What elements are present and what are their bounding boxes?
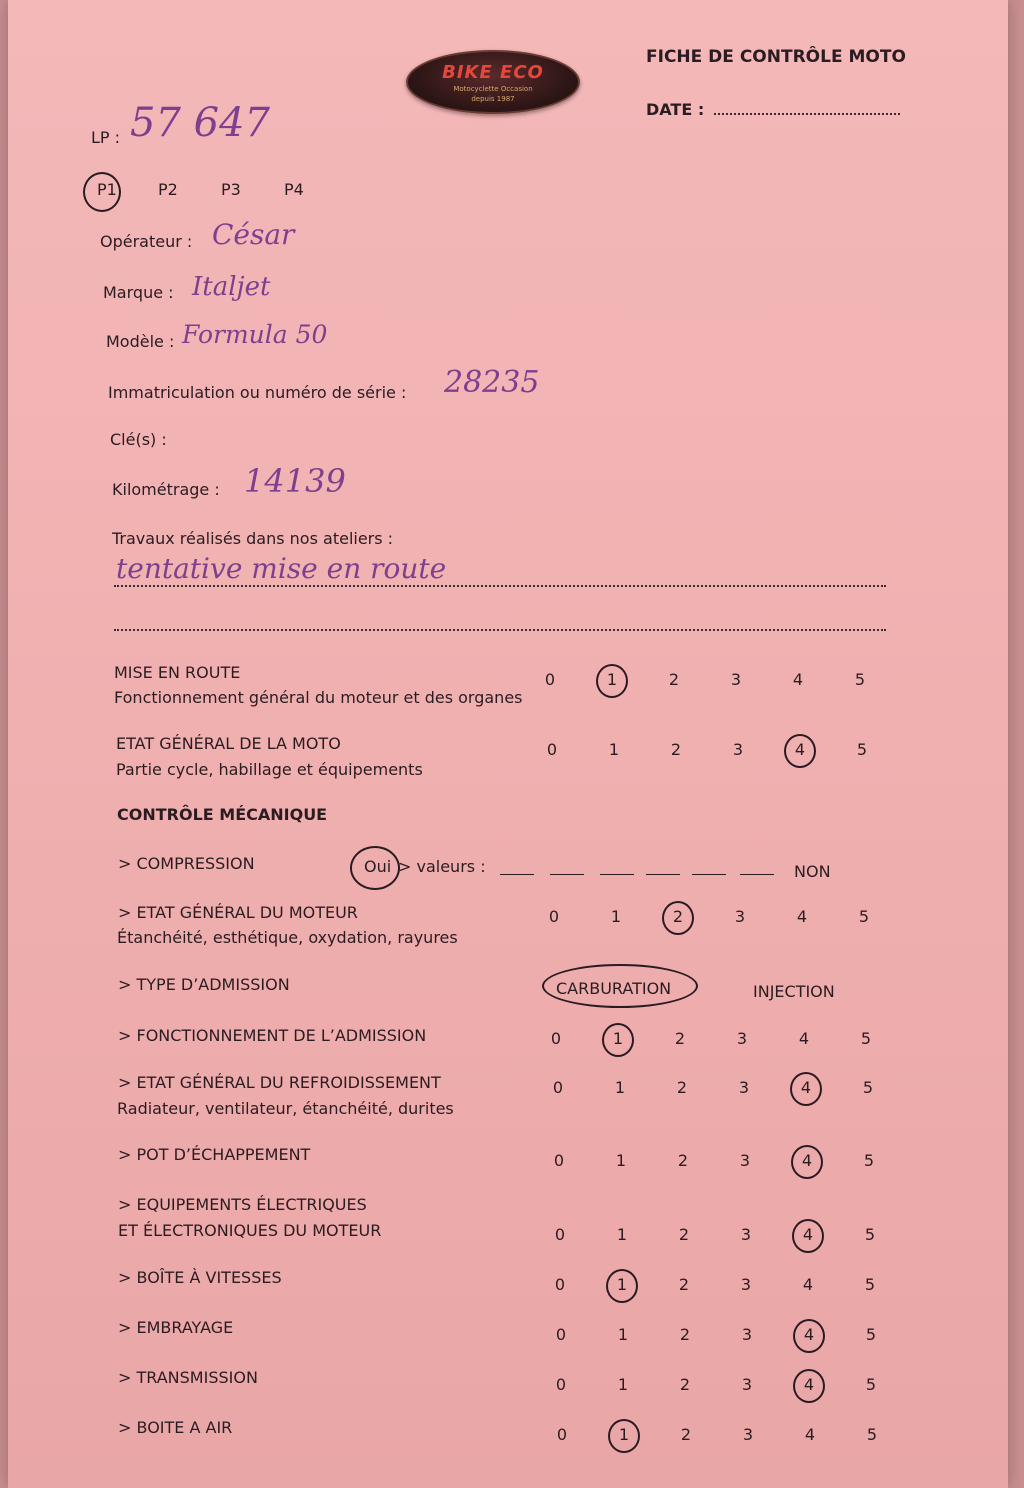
selection-circle xyxy=(793,1369,825,1403)
control-sheet xyxy=(8,0,1008,1488)
pot-label: > POT D’ÉCHAPPEMENT xyxy=(118,1145,311,1164)
travaux-value[interactable]: tentative mise en route xyxy=(116,552,447,585)
compression-non[interactable]: NON xyxy=(794,862,831,881)
etat-moto-sub: Partie cycle, habillage et équipements xyxy=(116,760,423,779)
etat-moteur-sub: Étanchéité, esthétique, oxydation, rayures xyxy=(117,928,458,947)
selection-circle xyxy=(602,1023,634,1057)
score-option[interactable]: 4 xyxy=(803,1375,815,1394)
score-option[interactable]: 1 xyxy=(616,1275,628,1294)
position-p3[interactable]: P3 xyxy=(221,180,241,199)
travaux-line-2 xyxy=(114,629,886,631)
score-option[interactable]: 0 xyxy=(555,1375,567,1394)
embrayage-label: > EMBRAYAGE xyxy=(118,1318,234,1337)
score-option[interactable]: 3 xyxy=(730,670,742,689)
score-option[interactable]: 1 xyxy=(616,1225,628,1244)
score-option[interactable]: 4 xyxy=(802,1275,814,1294)
score-option[interactable]: 4 xyxy=(794,740,806,759)
score-option[interactable]: 0 xyxy=(546,740,558,759)
km-value[interactable]: 14139 xyxy=(244,462,346,500)
date-label: DATE : xyxy=(646,100,705,119)
logo-since: depuis 1987 xyxy=(471,95,515,103)
selection-circle xyxy=(791,1145,823,1179)
score-option[interactable]: 1 xyxy=(617,1375,629,1394)
score-option[interactable]: 0 xyxy=(554,1275,566,1294)
cles-label: Clé(s) : xyxy=(110,430,167,449)
score-option[interactable]: 1 xyxy=(618,1425,630,1444)
score-option[interactable]: 5 xyxy=(863,1151,875,1170)
logo-title: BIKE ECO xyxy=(442,62,544,83)
selection-circle xyxy=(792,1219,824,1253)
selection-circle xyxy=(790,1072,822,1106)
score-option[interactable]: 0 xyxy=(550,1029,562,1048)
modele-value[interactable]: Formula 50 xyxy=(182,320,328,349)
score-option[interactable]: 3 xyxy=(741,1375,753,1394)
score-option[interactable]: 2 xyxy=(670,740,682,759)
score-option[interactable]: 0 xyxy=(552,1078,564,1097)
valeur-blank[interactable] xyxy=(692,874,726,875)
electrique-label: > EQUIPEMENTS ÉLECTRIQUES xyxy=(118,1195,367,1214)
score-option[interactable]: 1 xyxy=(610,907,622,926)
score-option[interactable]: 3 xyxy=(740,1225,752,1244)
admission-carburation[interactable]: CARBURATION xyxy=(556,979,672,998)
score-option[interactable]: 1 xyxy=(606,670,618,689)
score-option[interactable]: 5 xyxy=(864,1225,876,1244)
score-option[interactable]: 1 xyxy=(615,1151,627,1170)
date-field[interactable] xyxy=(714,113,900,115)
marque-label: Marque : xyxy=(103,283,174,302)
operateur-label: Opérateur : xyxy=(100,232,193,251)
valeur-blank[interactable] xyxy=(550,874,584,875)
immat-label: Immatriculation ou numéro de série : xyxy=(108,383,407,402)
selection-circle xyxy=(350,846,400,890)
compression-valeurs: > valeurs : xyxy=(398,857,486,876)
score-option[interactable]: 3 xyxy=(734,907,746,926)
score-option[interactable]: 4 xyxy=(800,1078,812,1097)
score-option[interactable]: 1 xyxy=(614,1078,626,1097)
score-option[interactable]: 2 xyxy=(678,1275,690,1294)
admission-injection[interactable]: INJECTION xyxy=(753,982,835,1001)
selection-circle xyxy=(662,901,694,935)
selection-circle xyxy=(793,1319,825,1353)
score-option[interactable]: 5 xyxy=(864,1275,876,1294)
score-option[interactable]: 5 xyxy=(862,1078,874,1097)
selection-circle xyxy=(606,1269,638,1303)
score-option[interactable]: 5 xyxy=(866,1425,878,1444)
marque-value[interactable]: Italjet xyxy=(192,272,271,302)
compression-oui[interactable]: Oui xyxy=(364,857,392,876)
lp-value[interactable]: 57 647 xyxy=(130,100,270,146)
score-option[interactable]: 5 xyxy=(856,740,868,759)
score-option[interactable]: 0 xyxy=(556,1425,568,1444)
travaux-label: Travaux réalisés dans nos ateliers : xyxy=(112,529,394,548)
operateur-value[interactable]: César xyxy=(212,218,295,251)
score-option[interactable]: 4 xyxy=(802,1225,814,1244)
score-option[interactable]: 5 xyxy=(858,907,870,926)
selection-circle xyxy=(784,734,816,768)
score-option[interactable]: 4 xyxy=(796,907,808,926)
score-option[interactable]: 3 xyxy=(739,1151,751,1170)
score-option[interactable]: 3 xyxy=(742,1425,754,1444)
score-option[interactable]: 2 xyxy=(672,907,684,926)
score-option[interactable]: 4 xyxy=(792,670,804,689)
position-p1[interactable]: P1 xyxy=(97,180,117,199)
modele-label: Modèle : xyxy=(106,332,175,351)
score-option[interactable]: 2 xyxy=(678,1225,690,1244)
score-option[interactable]: 2 xyxy=(679,1375,691,1394)
selection-circle xyxy=(608,1419,640,1453)
score-option[interactable]: 5 xyxy=(854,670,866,689)
score-option[interactable]: 1 xyxy=(612,1029,624,1048)
score-option[interactable]: 4 xyxy=(801,1151,813,1170)
valeur-blank[interactable] xyxy=(600,874,634,875)
score-option[interactable]: 0 xyxy=(553,1151,565,1170)
score-option[interactable]: 0 xyxy=(548,907,560,926)
boite-label: > BOÎTE À VITESSES xyxy=(118,1268,282,1287)
transmission-label: > TRANSMISSION xyxy=(118,1368,258,1387)
score-option[interactable]: 0 xyxy=(555,1325,567,1344)
selection-circle xyxy=(83,172,121,212)
mise-en-route-sub: Fonctionnement général du moteur et des organes xyxy=(114,688,523,707)
selection-circle xyxy=(542,964,698,1008)
valeur-blank[interactable] xyxy=(646,874,680,875)
score-option[interactable]: 1 xyxy=(617,1325,629,1344)
score-option[interactable]: 5 xyxy=(865,1375,877,1394)
refroidissement-label: > ETAT GÉNÉRAL DU REFROIDISSEMENT xyxy=(118,1073,441,1092)
score-option[interactable]: 3 xyxy=(740,1275,752,1294)
score-option[interactable]: 0 xyxy=(544,670,556,689)
valeur-blank[interactable] xyxy=(740,874,774,875)
score-option[interactable]: 5 xyxy=(860,1029,872,1048)
mise-en-route-label: MISE EN ROUTE xyxy=(114,663,241,682)
score-option[interactable]: 1 xyxy=(608,740,620,759)
score-option[interactable]: 3 xyxy=(736,1029,748,1048)
lp-label: LP : xyxy=(91,128,121,147)
valeur-blank[interactable] xyxy=(500,874,534,875)
admission-label: > FONCTIONNEMENT DE L’ADMISSION xyxy=(118,1026,427,1045)
score-option[interactable]: 2 xyxy=(680,1425,692,1444)
etat-moteur-label: > ETAT GÉNÉRAL DU MOTEUR xyxy=(118,903,358,922)
score-option[interactable]: 4 xyxy=(803,1325,815,1344)
logo-tagline: Motocyclette Occasion xyxy=(453,85,533,93)
position-p4[interactable]: P4 xyxy=(284,180,304,199)
score-option[interactable]: 2 xyxy=(674,1029,686,1048)
sheet-title: FICHE DE CONTRÔLE MOTO xyxy=(646,47,906,67)
score-option[interactable]: 3 xyxy=(738,1078,750,1097)
type-admission-label: > TYPE D’ADMISSION xyxy=(118,975,290,994)
compression-label: > COMPRESSION xyxy=(118,854,255,873)
immat-value[interactable]: 28235 xyxy=(444,365,540,400)
score-option[interactable]: 4 xyxy=(798,1029,810,1048)
score-option[interactable]: 2 xyxy=(676,1078,688,1097)
boite-air-label: > BOITE A AIR xyxy=(118,1418,233,1437)
score-option[interactable]: 2 xyxy=(668,670,680,689)
score-option[interactable]: 5 xyxy=(865,1325,877,1344)
refroidissement-sub: Radiateur, ventilateur, étanchéité, durites xyxy=(117,1099,454,1118)
electrique-label-2: ET ÉLECTRONIQUES DU MOTEUR xyxy=(118,1221,382,1240)
score-option[interactable]: 4 xyxy=(804,1425,816,1444)
km-label: Kilométrage : xyxy=(112,480,220,499)
position-p2[interactable]: P2 xyxy=(158,180,178,199)
score-option[interactable]: 3 xyxy=(732,740,744,759)
score-option[interactable]: 0 xyxy=(554,1225,566,1244)
selection-circle xyxy=(596,664,628,698)
score-option[interactable]: 3 xyxy=(741,1325,753,1344)
etat-moto-label: ETAT GÉNÉRAL DE LA MOTO xyxy=(116,734,341,753)
bike-eco-logo xyxy=(406,50,580,114)
score-option[interactable]: 2 xyxy=(677,1151,689,1170)
score-option[interactable]: 2 xyxy=(679,1325,691,1344)
mecanique-heading: CONTRÔLE MÉCANIQUE xyxy=(117,805,328,824)
travaux-line-1 xyxy=(114,585,886,587)
